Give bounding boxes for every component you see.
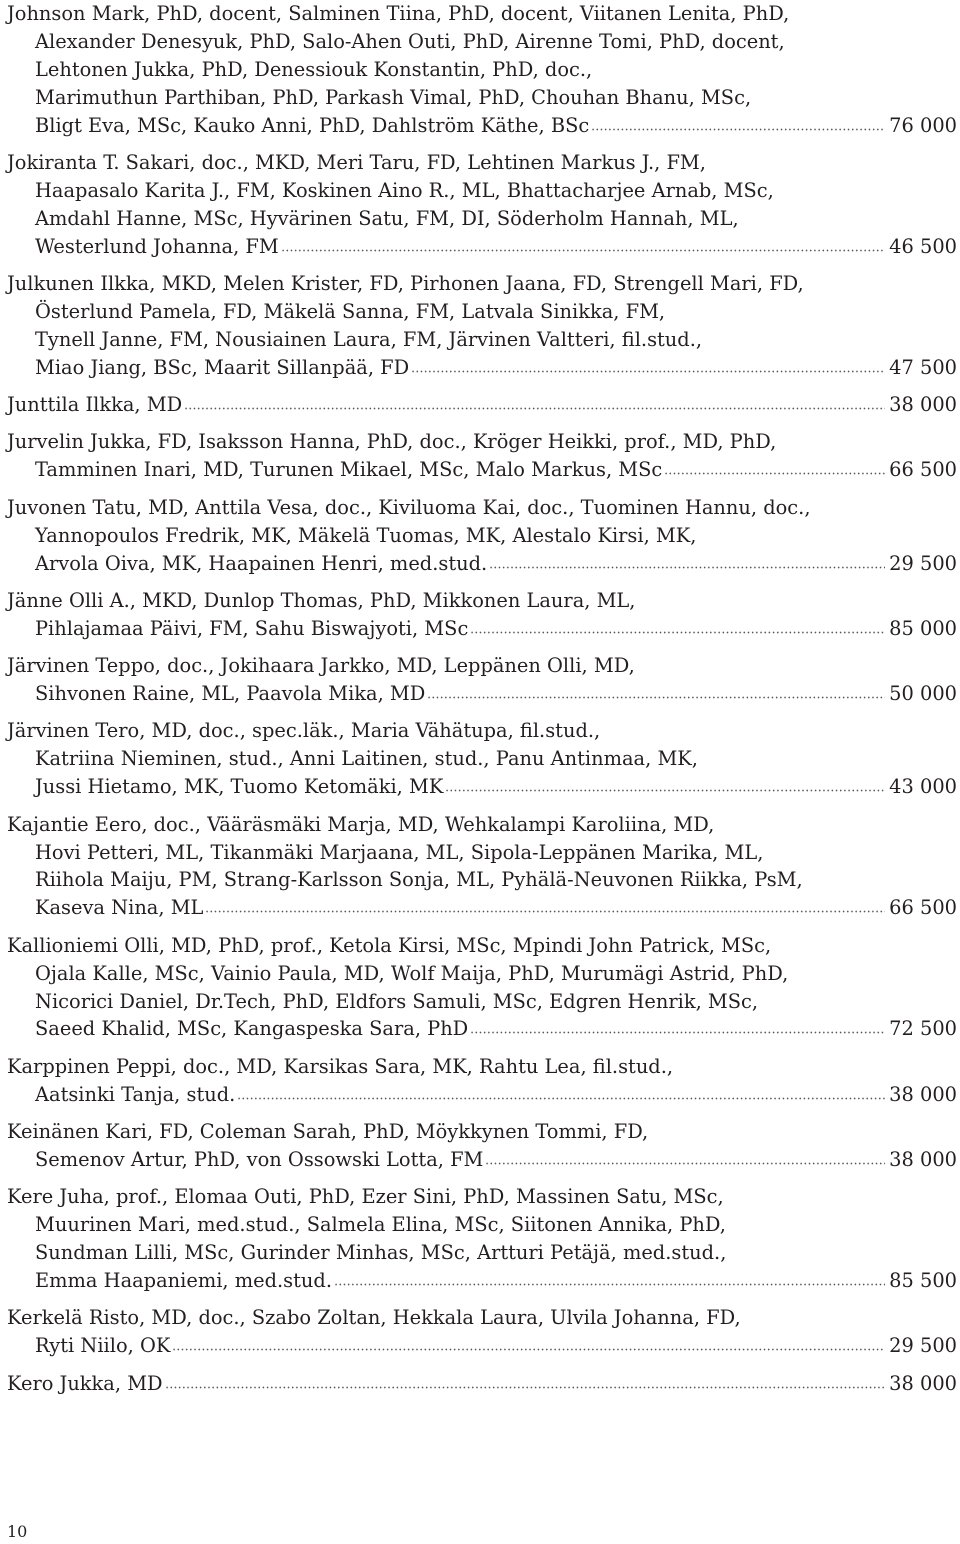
dot-leader [664,471,885,476]
recipients-text: Jussi Hietamo, MK, Tuomo Ketomäki, MK [35,775,444,799]
entry-line [7,1267,957,1295]
entry-line [7,839,957,867]
recipients-text: Lehtonen Jukka, PhD, Denessiouk Konstantin, PhD, doc., [35,57,593,81]
recipients-text: Kere Juha, prof., Elomaa Outi, PhD, Ezer Sini, PhD, Massinen Satu, MSc, [7,1185,724,1209]
entry-line [7,298,957,326]
grant-amount: 38 000 [889,1082,957,1106]
grant-amount: 66 500 [889,896,957,920]
grant-entry [7,0,957,139]
recipients-text: Muurinen Mari, med.stud., Salmela Elina, MSc, Siitonen Annika, PhD, [35,1213,726,1237]
entry-line [7,494,957,522]
entry-line [7,0,957,28]
dot-leader [485,1161,885,1166]
recipients-text: Marimuthun Parthiban, PhD, Parkash Vimal, PhD, Chouhan Bhanu, MSc, [35,85,752,109]
dot-leader [591,127,885,132]
grant-amount: 46 500 [889,234,957,258]
recipients-text: Julkunen Ilkka, MKD, Melen Krister, FD, Pirhonen Jaana, FD, Strengell Mari, FD, [7,272,804,296]
entry-line [7,811,957,839]
recipients-text: Miao Jiang, BSc, Maarit Sillanpää, FD [35,355,410,379]
recipients-text: Tynell Janne, FM, Nousiainen Laura, FM, Järvinen Valtteri, fil.stud., [35,327,703,351]
entry-line [7,1081,957,1109]
entry-line [7,270,957,298]
page-number: 10 [7,1522,28,1541]
grant-amount: 72 500 [889,1017,957,1041]
dot-leader [237,1096,885,1101]
recipients-text: Bligt Eva, MSc, Kauko Anni, PhD, Dahlström Käthe, BSc [35,113,590,137]
grant-entry [7,652,957,708]
recipients-text: Westerlund Johanna, FM [35,234,279,258]
dot-leader [427,695,885,700]
entry-line [7,205,957,233]
recipients-text: Pihlajamaa Päivi, FM, Sahu Biswajyoti, MSc [35,616,469,640]
entry-line [7,56,957,84]
entry-line [7,1370,957,1398]
entry-line [7,1053,957,1081]
grant-amount: 85 500 [889,1269,957,1293]
recipients-text: Järvinen Tero, MD, doc., spec.läk., Maria Vähätupa, fil.stud., [7,719,601,743]
grant-entry [7,1183,957,1295]
entry-line [7,456,957,484]
dot-leader [334,1282,885,1287]
recipients-text: Jänne Olli A., MKD, Dunlop Thomas, PhD, Mikkonen Laura, ML, [7,588,636,612]
entry-line [7,326,957,354]
grant-amount: 43 000 [889,775,957,799]
entry-line [7,28,957,56]
entry-line [7,894,957,922]
recipients-text: Saeed Khalid, MSc, Kangaspeska Sara, PhD [35,1017,469,1041]
recipients-text: Kero Jukka, MD [7,1371,163,1395]
entry-line [7,1211,957,1239]
grant-entry [7,1053,957,1109]
recipients-text: Nicorici Daniel, Dr.Tech, PhD, Eldfors Samuli, MSc, Edgren Henrik, MSc, [35,989,759,1013]
entry-line [7,177,957,205]
dot-leader [281,248,885,253]
grant-amount: 50 000 [889,682,957,706]
entry-line [7,988,957,1016]
entry-line [7,960,957,988]
recipients-text: Semenov Artur, PhD, von Ossowski Lotta, FM [35,1147,484,1171]
recipients-text: Juvonen Tatu, MD, Anttila Vesa, doc., Kiviluoma Kai, doc., Tuominen Hannu, doc., [7,495,811,519]
recipients-text: Johnson Mark, PhD, docent, Salminen Tiina, PhD, docent, Viitanen Lenita, PhD, [7,2,790,25]
grant-amount: 66 500 [889,458,957,482]
dot-leader [184,406,885,411]
entry-line [7,149,957,177]
entry-line [7,391,957,419]
recipients-text: Jurvelin Jukka, FD, Isaksson Hanna, PhD, doc., Kröger Heikki, prof., MD, PhD, [7,430,777,454]
entry-line [7,1183,957,1211]
grant-amount: 38 000 [889,1147,957,1171]
dot-leader [411,369,885,374]
recipients-text: Aatsinki Tanja, stud. [35,1082,236,1106]
entry-line [7,112,957,140]
grant-list [7,0,957,1407]
grant-entry [7,391,957,419]
recipients-text: Österlund Pamela, FD, Mäkelä Sanna, FM, Latvala Sinikka, FM, [35,299,666,323]
entry-line [7,680,957,708]
grant-entry [7,1118,957,1174]
entry-line [7,866,957,894]
entry-line [7,587,957,615]
dot-leader [470,1030,885,1035]
entry-line [7,550,957,578]
dot-leader [172,1347,885,1352]
recipients-text: Amdahl Hanne, MSc, Hyvärinen Satu, FM, DI, Söderholm Hannah, ML, [35,206,739,230]
recipients-text: Kerkelä Risto, MD, doc., Szabo Zoltan, Hekkala Laura, Ulvila Johanna, FD, [7,1306,741,1330]
entry-line [7,1304,957,1332]
recipients-text: Ryti Niilo, OK [35,1334,171,1358]
entry-line [7,773,957,801]
grant-amount: 38 000 [889,1371,957,1395]
grant-amount: 47 500 [889,355,957,379]
entry-line [7,233,957,261]
grant-amount: 76 000 [889,113,957,137]
entry-line [7,84,957,112]
recipients-text: Kallioniemi Olli, MD, PhD, prof., Ketola Kirsi, MSc, Mpindi John Patrick, MSc, [7,933,772,957]
grant-entry [7,270,957,382]
entry-line [7,1015,957,1043]
dot-leader [489,565,885,570]
recipients-text: Karppinen Peppi, doc., MD, Karsikas Sara, MK, Rahtu Lea, fil.stud., [7,1054,674,1078]
entry-line [7,522,957,550]
grant-amount: 85 000 [889,616,957,640]
recipients-text: Arvola Oiva, MK, Haapainen Henri, med.stud. [35,551,488,575]
recipients-text: Yannopoulos Fredrik, MK, Mäkelä Tuomas, MK, Alestalo Kirsi, MK, [35,523,697,547]
recipients-text: Sihvonen Raine, ML, Paavola Mika, MD [35,682,426,706]
recipients-text: Kaseva Nina, ML [35,896,204,920]
recipients-text: Järvinen Teppo, doc., Jokihaara Jarkko, MD, Leppänen Olli, MD, [7,654,635,678]
recipients-text: Tamminen Inari, MD, Turunen Mikael, MSc, Malo Markus, MSc [35,458,663,482]
entry-line [7,354,957,382]
grant-amount: 38 000 [889,393,957,417]
grant-entry [7,717,957,801]
entry-line [7,428,957,456]
recipients-text: Katriina Nieminen, stud., Anni Laitinen, stud., Panu Antinmaa, MK, [35,747,698,771]
grant-entry [7,1370,957,1398]
recipients-text: Haapasalo Karita J., FM, Koskinen Aino R., ML, Bhattacharjee Arnab, MSc, [35,178,774,202]
entry-line [7,1332,957,1360]
entry-line [7,615,957,643]
recipients-text: Jokiranta T. Sakari, doc., MKD, Meri Taru, FD, Lehtinen Markus J., FM, [7,150,706,174]
entry-line [7,717,957,745]
entry-line [7,1118,957,1146]
entry-line [7,1146,957,1174]
dot-leader [445,788,885,793]
dot-leader [205,909,885,914]
grant-entry [7,428,957,484]
recipients-text: Sundman Lilli, MSc, Gurinder Minhas, MSc, Artturi Petäjä, med.stud., [35,1241,727,1265]
entry-line [7,1239,957,1267]
grant-amount: 29 500 [889,551,957,575]
recipients-text: Emma Haapaniemi, med.stud. [35,1269,332,1293]
entry-line [7,652,957,680]
recipients-text: Junttila Ilkka, MD [7,393,183,417]
grant-entry [7,932,957,1044]
recipients-text: Kajantie Eero, doc., Vääräsmäki Marja, MD, Wehkalampi Karoliina, MD, [7,812,715,836]
entry-line [7,745,957,773]
recipients-text: Ojala Kalle, MSc, Vainio Paula, MD, Wolf Maija, PhD, Murumägi Astrid, PhD, [35,961,789,985]
recipients-text: Hovi Petteri, ML, Tikanmäki Marjaana, ML, Sipola-Leppänen Marika, ML, [35,840,764,864]
dot-leader [470,630,885,635]
grant-entry [7,811,957,923]
dot-leader [165,1385,885,1390]
recipients-text: Riihola Maiju, PM, Strang-Karlsson Sonja, ML, Pyhälä-Neuvonen Riikka, PsM, [35,868,803,892]
entry-line [7,932,957,960]
grant-entry [7,149,957,261]
recipients-text: Alexander Denesyuk, PhD, Salo-Ahen Outi, PhD, Airenne Tomi, PhD, docent, [35,29,785,53]
grant-entry [7,587,957,643]
grant-entry [7,494,957,578]
grant-amount: 29 500 [889,1334,957,1358]
grant-entry [7,1304,957,1360]
recipients-text: Keinänen Kari, FD, Coleman Sarah, PhD, Möykkynen Tommi, FD, [7,1120,649,1144]
